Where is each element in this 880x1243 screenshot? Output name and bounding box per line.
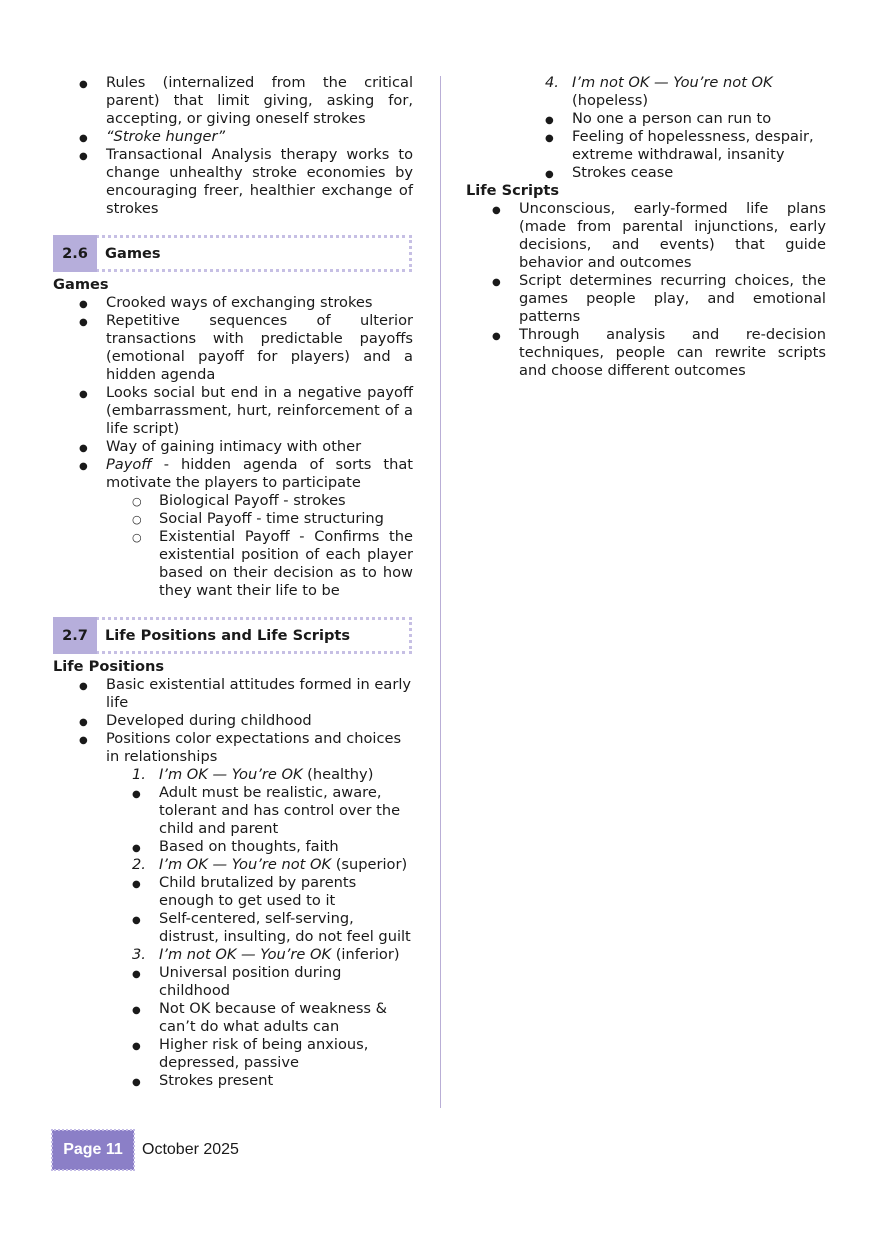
column-divider <box>440 76 441 1108</box>
sub-list-item: ● Self-centered, self-serving, distrust, insulting, do not feel guilt <box>53 910 413 946</box>
list-item: ● Positions color expectations and choices in relationships <box>53 730 413 766</box>
list-item: ● Looks social but end in a negative payoff (embarrassment, hurt, reinforcement of a life script) <box>53 384 413 438</box>
life-scripts-heading: Life Scripts <box>466 182 560 199</box>
sub-list-item: ○ Existential Payoff - Confirms the existential position of each player based on their decision as to how they want their life to be <box>53 528 413 600</box>
bullet-icon <box>545 110 554 130</box>
bullet-icon <box>545 164 554 184</box>
scripts-bullet-list <box>466 200 826 380</box>
position-item: 4. I’m not OK — You’re not OK (hopeless) <box>545 74 773 109</box>
list-item: ● Script determines recurring choices, the games people play, and emotional patterns <box>466 272 826 326</box>
bullet-icon <box>79 74 88 94</box>
section-number: 2.7 <box>53 617 97 654</box>
list-item: ● Rules (internalized from the critical parent) that limit giving, asking for, accepting, or giving oneself strokes <box>53 74 413 128</box>
list-item: ● Way of gaining intimacy with other <box>53 438 413 456</box>
sub-list-item: ● No one a person can run to <box>466 110 826 128</box>
position-item: 3. I’m not OK — You’re OK (inferior) <box>132 946 400 963</box>
section-title: Games <box>105 244 161 262</box>
position-4-list <box>466 74 826 182</box>
games-bullet-list <box>53 294 413 600</box>
bullet-icon <box>132 1072 141 1092</box>
bullet-icon <box>132 1036 141 1056</box>
circle-bullet-icon <box>132 492 142 511</box>
footer-date: October 2025 <box>142 1141 239 1158</box>
list-item: ● Transactional Analysis therapy works to change unhealthy stroke economies by encouraging freer, healthier exchange of strokes <box>53 146 413 218</box>
list-item: ● Repetitive sequences of ulterior transactions with predictable payoffs (emotional payoff for players) and a hidden agenda <box>53 312 413 384</box>
circle-bullet-icon <box>132 510 142 529</box>
bullet-icon <box>79 456 88 476</box>
list-item: ● Developed during childhood <box>53 712 413 730</box>
bullet-icon <box>79 384 88 404</box>
bullet-icon <box>132 910 141 930</box>
section-title: Life Positions and Life Scripts <box>105 626 351 644</box>
list-item: ● Crooked ways of exchanging strokes <box>53 294 413 312</box>
section-header-games <box>53 235 412 272</box>
bullet-icon <box>132 874 141 894</box>
section-number: 2.6 <box>53 235 97 272</box>
bullet-icon <box>79 294 88 314</box>
life-positions-heading: Life Positions <box>53 658 165 675</box>
bullet-icon <box>79 312 88 332</box>
bullet-icon <box>132 838 141 858</box>
sub-list-item: ● Not OK because of weakness & can’t do what adults can <box>53 1000 413 1036</box>
sub-list-item: ● Child brutalized by parents enough to get used to it <box>53 874 413 910</box>
bullet-icon <box>79 676 88 696</box>
sub-list-item: ● Universal position during childhood <box>53 964 413 1000</box>
bullet-icon <box>132 964 141 984</box>
bullet-icon <box>492 272 501 292</box>
page-footer <box>52 1130 239 1170</box>
circle-bullet-icon <box>132 528 142 547</box>
sub-list-item: ○ Social Payoff - time structuring <box>53 510 413 528</box>
sub-list-item: ● Based on thoughts, faith <box>53 838 413 856</box>
left-column <box>53 74 413 1090</box>
position-item: 2. I’m OK — You’re not OK (superior) <box>132 856 408 873</box>
payoff-term: Payoff <box>106 456 152 473</box>
positions-bullet-list <box>53 676 413 1090</box>
bullet-icon <box>492 200 501 220</box>
sub-list-item: ● Higher risk of being anxious, depressed, passive <box>53 1036 413 1072</box>
list-item: ● “Stroke hunger” <box>53 128 413 146</box>
list-item: ● Payoff - hidden agenda of sorts that motivate the players to participate <box>53 456 413 492</box>
list-item: ● Basic existential attitudes formed in early life <box>53 676 413 712</box>
list-item: ● Unconscious, early-formed life plans (made from parental injunctions, early decisions, and events) that guide behavior and outcomes <box>466 200 826 272</box>
bullet-icon <box>79 146 88 166</box>
bullet-icon <box>79 730 88 750</box>
bullet-icon <box>79 712 88 732</box>
bullet-icon <box>132 784 141 804</box>
bullet-icon <box>79 128 88 148</box>
section-header-life-positions <box>53 617 412 654</box>
bullet-icon <box>132 1000 141 1020</box>
page-number-badge: Page 11 <box>52 1130 134 1170</box>
sub-list-item: ● Feeling of hopelessness, despair, extreme withdrawal, insanity <box>466 128 826 164</box>
sub-list-item: ● Adult must be realistic, aware, tolerant and has control over the child and parent <box>53 784 413 838</box>
sub-list-item: ● Strokes present <box>53 1072 413 1090</box>
games-heading: Games <box>53 276 109 293</box>
position-item: 1. I’m OK — You’re OK (healthy) <box>132 766 374 783</box>
stroke-bullet-list <box>53 74 413 218</box>
bullet-icon <box>79 438 88 458</box>
bullet-icon <box>492 326 501 346</box>
sub-list-item: ● Strokes cease <box>466 164 826 182</box>
right-column <box>466 74 826 380</box>
bullet-icon <box>545 128 554 148</box>
sub-list-item: ○ Biological Payoff - strokes <box>53 492 413 510</box>
list-item: ● Through analysis and re-decision techniques, people can rewrite scripts and choose different outcomes <box>466 326 826 380</box>
